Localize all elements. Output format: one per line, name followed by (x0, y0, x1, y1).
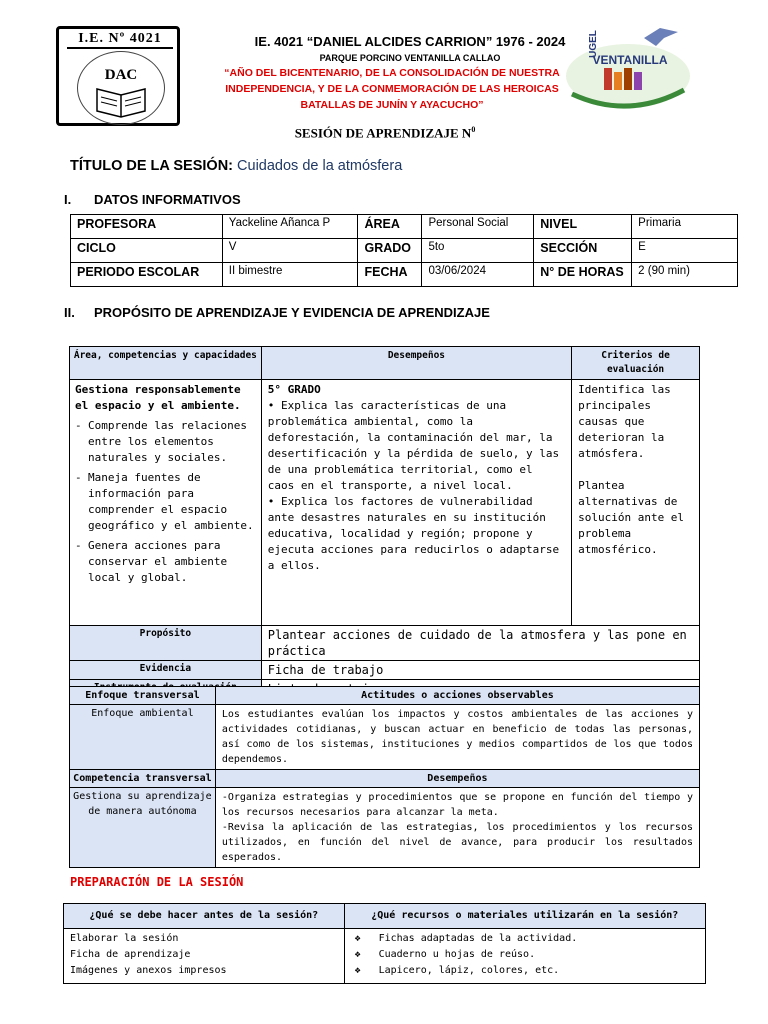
enfoque-name: Enfoque ambiental (70, 705, 216, 770)
datos-value: Personal Social (422, 215, 534, 239)
enfoque-header-row (70, 687, 700, 705)
datos-row (71, 215, 738, 239)
proposito-header-row (70, 347, 700, 380)
datos-label: SECCIÓN (534, 239, 632, 263)
proposito-table (69, 346, 700, 699)
criterios-cell (572, 380, 700, 626)
session-name: TÍTULO DE LA SESIÓN: Cuidados de la atmósfera (70, 158, 403, 174)
section-2-heading: II. PROPÓSITO DE APRENDIZAJE Y EVIDENCIA DE APRENDIZAJE (64, 305, 490, 320)
capacidad-item: - Maneja fuentes de información para comprender el espacio geográfico y el ambiente. (75, 470, 256, 534)
criterio-item: Plantea alternativas de solución ante el problema atmosférico. (578, 479, 685, 556)
competencia-text: Gestiona responsablemente el espacio y el ambiente. (75, 383, 241, 412)
desempenos-cell (261, 380, 571, 626)
actitudes-header: Actitudes o acciones observables (215, 687, 699, 705)
datos-label: PROFESORA (71, 215, 223, 239)
datos-value: II bimestre (222, 263, 358, 287)
preparacion-title: PREPARACIÓN DE LA SESIÓN (70, 875, 244, 889)
competencia-header-row (70, 770, 700, 788)
evidencia-value: Ficha de trabajo (261, 661, 699, 680)
capacidad-item: - Comprende las relaciones entre los elementos naturales y sociales. (75, 418, 256, 466)
datos-value: E (632, 239, 738, 263)
logo-ie-label: I.E. Nº 4021 (67, 31, 173, 49)
desempenos-header: Desempeños (215, 770, 699, 788)
competencia-row (70, 788, 700, 868)
desempeno-item: • Explica las características de una problemática ambiental, como la deforestación, la contaminación del mar, la desertificación y la pérdida de suelo, y las de una problemática territorial, como el caos en el transporte, a nivel local. (267, 399, 560, 492)
actitudes-text: Los estudiantes evalúan los impactos y costos ambientales de las acciones y actividades cotidianas, y buscan actuar en beneficio de todas las personas, así como de los sistemas, instituciones y medios compartidos de los que todos dependemos. (215, 705, 699, 770)
datos-value: V (222, 239, 358, 263)
col-header-criterios: Criterios de evaluación (572, 347, 700, 380)
datos-value: 03/06/2024 (422, 263, 534, 287)
competencia-transversal-name: Gestiona su aprendizaje de manera autónoma (70, 788, 216, 868)
proposito-content-row (70, 380, 700, 626)
desempeno-line: -Revisa la aplicación de las estrategias, los procedimientos y los recursos utilizados, en función del nivel de avance, para producir los resultados esperados. (221, 822, 693, 863)
datos-label: PERIODO ESCOLAR (71, 263, 223, 287)
recursos-header: ¿Qué recursos o materiales utilizarán en la sesión? (344, 904, 705, 929)
ventanilla-label: VENTANILLA (592, 53, 668, 67)
competencia-cell (70, 380, 262, 626)
enfoque-table (69, 686, 700, 868)
grado-label: 5° GRADO (267, 383, 321, 396)
school-title: IE. 4021 “DANIEL ALCIDES CARRION” 1976 - 2024 (254, 34, 566, 49)
proposito-value: Plantear acciones de cuidado de la atmosfera y las pone en práctica (261, 626, 699, 661)
antes-item: Imágenes y anexos impresos (70, 965, 227, 976)
proposito-row (70, 626, 700, 661)
evidencia-row (70, 661, 700, 680)
datos-value: Primaria (632, 215, 738, 239)
desempeno-item: • Explica los factores de vulnerabilidad ante desastres naturales en su institución educativa, localidad y región; propone y ejecuta acciones para reducirlos o adaptarse a ellos. (267, 495, 560, 572)
datos-label: NIVEL (534, 215, 632, 239)
enfoque-row (70, 705, 700, 770)
competencia-desempenos (215, 788, 699, 868)
competencia-transversal-header: Competencia transversal (70, 770, 216, 788)
ugel-ventanilla-logo (564, 16, 692, 110)
book-emblem-icon (91, 55, 151, 123)
preparacion-content-row (64, 929, 706, 984)
datos-label: CICLO (71, 239, 223, 263)
preparacion-header-row (64, 904, 706, 929)
datos-label: N° DE HORAS (534, 263, 632, 287)
recursos-cell (344, 929, 705, 984)
capacidad-item: - Genera acciones para conservar el ambiente local y global. (75, 538, 256, 586)
antes-item: Ficha de aprendizaje (70, 949, 191, 960)
preparacion-table (63, 903, 706, 984)
col-header-desempenos: Desempeños (261, 347, 571, 380)
recurso-item: ❖ Lapicero, lápiz, colores, etc. (351, 963, 699, 979)
datos-value: 2 (90 min) (632, 263, 738, 287)
recursos-list (351, 931, 699, 979)
criterio-item: Identifica las principales causas que deterioran la atmósfera. (578, 383, 671, 460)
antes-header: ¿Qué se debe hacer antes de la sesión? (64, 904, 345, 929)
recurso-item: ❖ Fichas adaptadas de la actividad. (351, 931, 699, 947)
datos-informativos-table (70, 214, 738, 287)
section-1-heading: I. DATOS INFORMATIVOS (64, 192, 241, 207)
session-title: SESIÓN DE APRENDIZAJE $N^0$ (294, 125, 476, 141)
antes-cell (64, 929, 345, 984)
evidencia-label: Evidencia (70, 661, 262, 680)
proposito-label: Propósito (70, 626, 262, 661)
recurso-item: ❖ Cuaderno u hojas de reúso. (351, 947, 699, 963)
school-logo-left (56, 26, 180, 126)
datos-value: 5to (422, 239, 534, 263)
year-name: “AÑO DEL BICENTENARIO, DE LA CONSOLIDACIÓN DE NUESTRA INDEPENDENCIA, Y DE LA CONMEMORACIÓN DE LAS HEROICAS BATALLAS DE JUNÍN Y AYACUCHO” (224, 67, 560, 111)
col-header-area: Área, competencias y capacidades (70, 347, 262, 380)
ugel-label: UGEL (588, 30, 599, 58)
datos-row (71, 263, 738, 287)
school-location: PARQUE PORCINO VENTANILLA CALLAO (319, 53, 501, 63)
capacidades-list (75, 418, 256, 586)
antes-item: Elaborar la sesión (70, 933, 179, 944)
datos-label: GRADO (358, 239, 422, 263)
datos-row (71, 239, 738, 263)
datos-label: ÁREA (358, 215, 422, 239)
desempeno-line: -Organiza estrategias y procedimientos que se propone en función del tiempo y los recursos necesarios para alcanzar la meta. (221, 792, 693, 818)
logo-monogram: DAC (104, 67, 138, 83)
datos-value: Yackeline Añanca P (222, 215, 358, 239)
datos-label: FECHA (358, 263, 422, 287)
enfoque-header: Enfoque transversal (70, 687, 216, 705)
